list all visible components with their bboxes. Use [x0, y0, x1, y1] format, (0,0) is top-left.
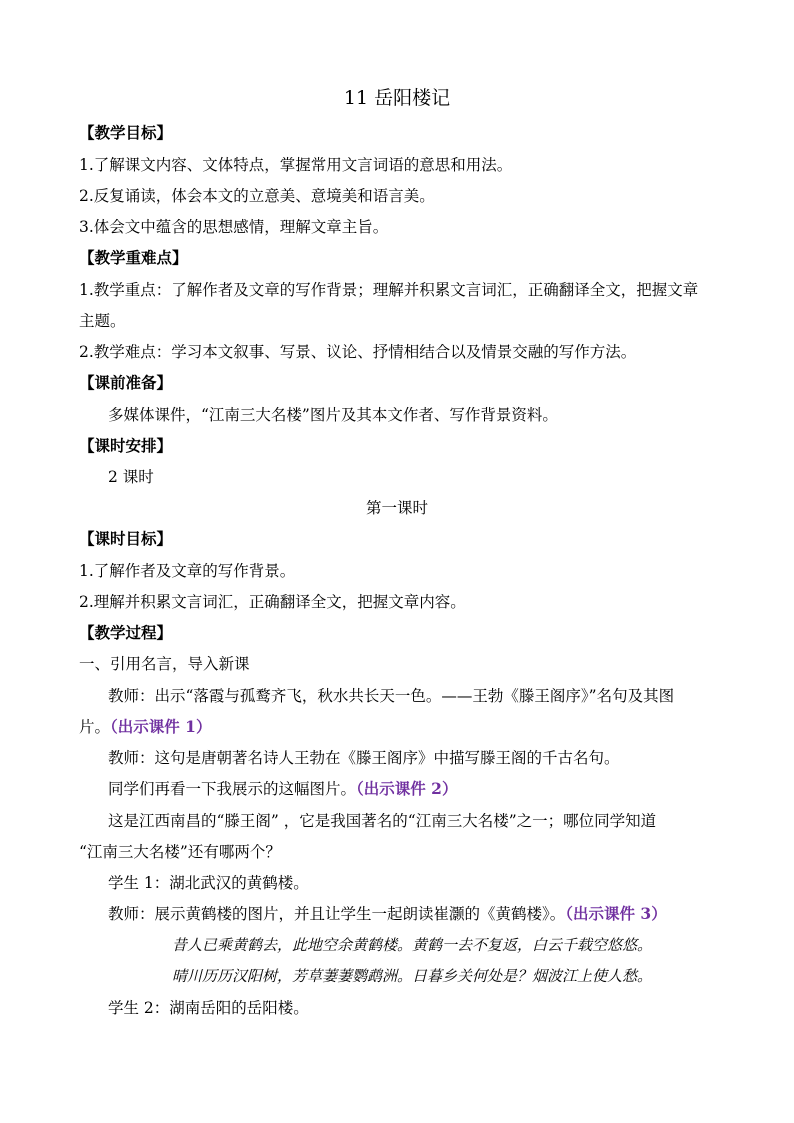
- objectives-heading: 【教学目标】: [79, 123, 173, 142]
- paragraph-6: [108, 904, 667, 924]
- step-1-heading: 一、引用名言，导入新课: [79, 655, 250, 673]
- keypoint-2: 2.教学难点：学习本文叙事、写景、议论、抒情相结合以及情景交融的写作方法。: [79, 343, 637, 361]
- prep-text: 多媒体课件，“江南三大名楼”图片及其本文作者、写作背景资料。: [108, 406, 558, 424]
- lesson-objective-2: 2.理解并积累文言词汇，正确翻译全文，把握文章内容。: [79, 593, 466, 611]
- paragraph-1-text: 片。: [79, 718, 111, 736]
- courseware-note-3: （出示课件 3）: [565, 904, 667, 923]
- keypoints-heading: 【教学重难点】: [79, 248, 188, 267]
- keypoint-1-line-b: 主题。: [79, 312, 126, 330]
- poem-line-1: 昔人已乘黄鹤去，此地空余黄鹤楼。黄鹤一去不复返，白云千载空悠悠。: [172, 936, 653, 954]
- objective-3: 3.体会文中蕴含的思想感情，理解文章主旨。: [79, 218, 389, 236]
- keypoint-1-line-a: 1.教学重点：了解作者及文章的写作背景；理解并积累文言词汇，正确翻译全文，把握文章: [79, 281, 699, 299]
- process-heading: 【教学过程】: [79, 623, 173, 642]
- lesson-objective-1: 1.了解作者及文章的写作背景。: [79, 562, 296, 580]
- student-2-answer: 学生 2：湖南岳阳的岳阳楼。: [108, 999, 309, 1017]
- paragraph-4-line-a: 这是江西南昌的“滕王阁” ，它是我国著名的“江南三大名楼”之一；哪位同学知道: [108, 812, 657, 830]
- paragraph-4-line-b: “江南三大名楼”还有哪两个？: [79, 843, 281, 861]
- schedule-text: 2 课时: [108, 468, 154, 486]
- lesson-title: 11 岳阳楼记: [343, 87, 451, 109]
- courseware-note-2: （出示课件 2）: [356, 779, 458, 798]
- poem-line-2: 晴川历历汉阳树，芳草萋萋鹦鹉洲。日暮乡关何处是？烟波江上使人愁。: [172, 967, 653, 985]
- paragraph-6-text: 教师：展示黄鹤楼的图片，并且让学生一起朗读崔灏的《黄鹤楼》。: [108, 905, 566, 923]
- student-1-answer: 学生 1：湖北武汉的黄鹤楼。: [108, 874, 309, 892]
- courseware-note-1: （出示课件 1）: [110, 717, 212, 736]
- objective-2: 2.反复诵读，体会本文的立意美、意境美和语言美。: [79, 187, 435, 205]
- prep-heading: 【课前准备】: [79, 373, 173, 392]
- lesson-subtitle: 第一课时: [365, 499, 428, 517]
- lesson-objectives-heading: 【课时目标】: [79, 529, 173, 548]
- paragraph-1-line-b: [79, 717, 211, 737]
- paragraph-3: [108, 779, 457, 799]
- schedule-heading: 【课时安排】: [79, 436, 173, 455]
- objective-1: 1.了解课文内容、文体特点，掌握常用文言词语的意思和用法。: [79, 156, 513, 174]
- paragraph-1-line-a: 教师：出示“落霞与孤鹜齐飞，秋水共长天一色。——王勃《滕王阁序》”名句及其图: [108, 687, 675, 705]
- paragraph-3-text: 同学们再看一下我展示的这幅图片。: [108, 780, 357, 798]
- paragraph-2: 教师：这句是唐朝著名诗人王勃在《滕王阁序》中描写滕王阁的千古名句。: [108, 749, 620, 767]
